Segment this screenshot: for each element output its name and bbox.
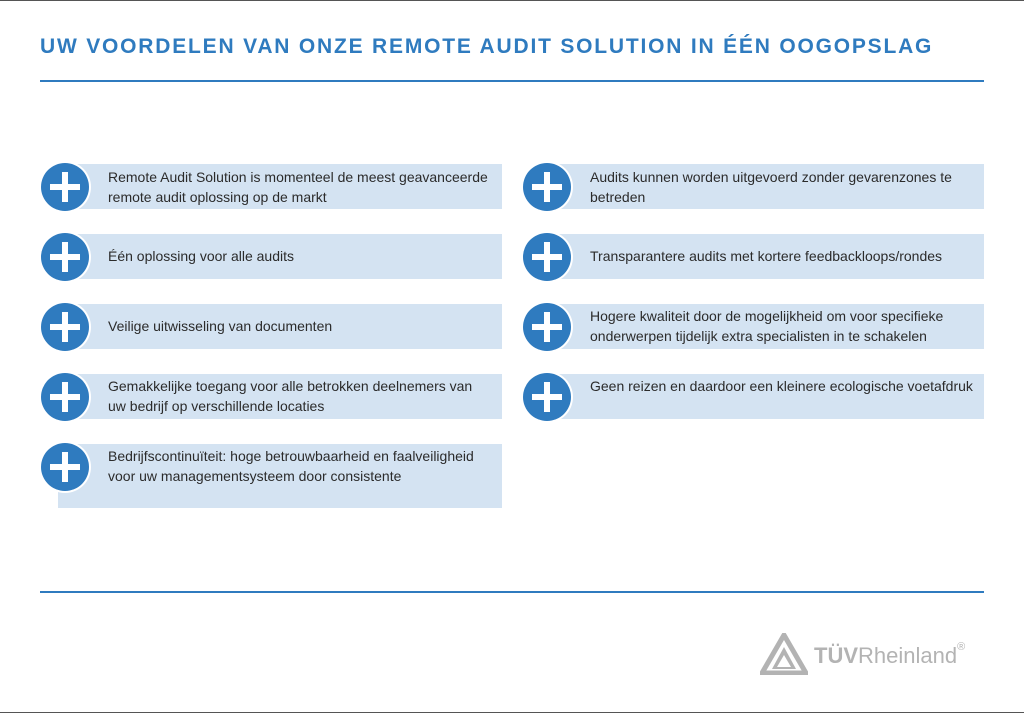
benefit-item	[522, 304, 984, 349]
logo-wordmark-bold: TÜV	[814, 643, 858, 668]
benefit-text: Bedrijfscontinuïteit: hoge betrouwbaarheid en faalveiligheid voor uw managementsysteem door consistente	[108, 448, 474, 484]
plus-icon	[523, 303, 571, 351]
plus-icon	[41, 373, 89, 421]
page-title: UW VOORDELEN VAN ONZE REMOTE AUDIT SOLUTION IN ÉÉN OOGOPSLAG	[40, 35, 934, 58]
benefit-text: Één oplossing voor alle audits	[108, 248, 295, 264]
benefit-item	[40, 164, 502, 209]
plus-icon	[523, 233, 571, 281]
benefit-item	[522, 164, 984, 209]
plus-icon	[41, 443, 89, 491]
bottom-divider	[40, 591, 984, 593]
plus-icon	[41, 303, 89, 351]
benefit-text: Remote Audit Solution is momenteel de meest geavanceerde remote audit oplossing op de markt	[108, 169, 488, 205]
benefit-text: Gemakkelijke toegang voor alle betrokken deelnemers van uw bedrijf op verschillende locaties	[108, 378, 473, 414]
benefit-item	[522, 374, 984, 419]
benefit-item	[522, 234, 984, 279]
tuv-triangle-logo-icon	[760, 633, 808, 675]
plus-icon	[523, 163, 571, 211]
plus-icon	[523, 373, 571, 421]
plus-icon	[41, 163, 89, 211]
benefit-text: Veilige uitwisseling van documenten	[108, 318, 333, 334]
benefit-item	[40, 304, 502, 349]
logo-wordmark	[814, 643, 965, 669]
tuv-rheinland-logo	[760, 633, 990, 677]
benefit-item	[40, 234, 502, 279]
benefit-item	[40, 374, 502, 419]
benefit-text: Transparantere audits met kortere feedbackloops/rondes	[590, 248, 943, 264]
registered-mark: ®	[957, 641, 966, 653]
plus-icon	[41, 233, 89, 281]
benefit-item	[40, 444, 502, 508]
top-divider	[40, 80, 984, 82]
logo-wordmark-rest: Rheinland	[858, 643, 958, 668]
benefit-text: Geen reizen en daardoor een kleinere ecologische voetafdruk	[590, 378, 973, 394]
benefit-text: Audits kunnen worden uitgevoerd zonder gevarenzones te betreden	[590, 169, 952, 205]
benefit-text: Hogere kwaliteit door de mogelijkheid om voor specifieke onderwerpen tijdelijk extra specialisten in te schakelen	[590, 308, 944, 344]
